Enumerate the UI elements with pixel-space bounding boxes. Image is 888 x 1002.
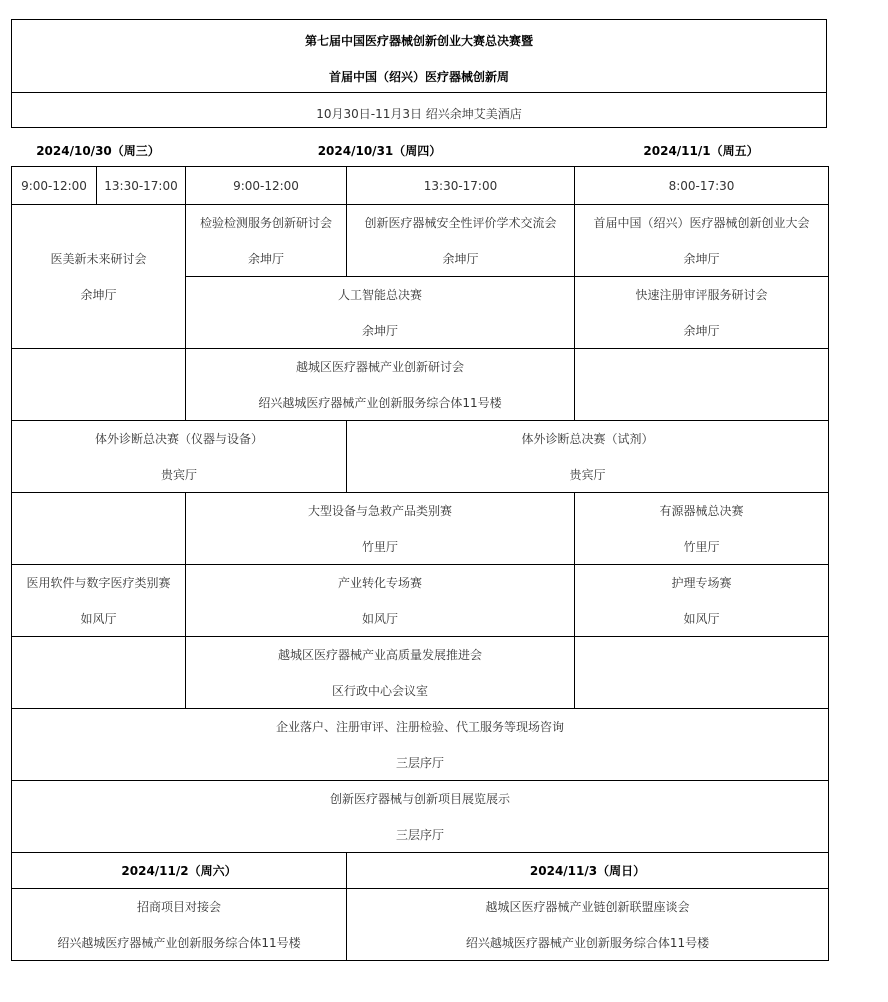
event-venue: 区行政中心会议室 [331, 683, 428, 698]
schedule-header [11, 19, 827, 128]
event-name: 人工智能总决赛 [337, 287, 422, 302]
event-cell [347, 421, 829, 493]
event-row [12, 637, 829, 709]
event-venue: 如风厅 [80, 611, 117, 626]
schedule-table [11, 166, 829, 961]
day-header-1101: 2024/11/1（周五） [643, 144, 759, 158]
event-cell [12, 781, 829, 853]
event-name: 产业转化专场赛 [337, 575, 422, 590]
header-divider [12, 92, 826, 93]
event-name: 越城区医疗器械产业链创新联盟座谈会 [485, 899, 690, 914]
event-cell [12, 205, 186, 349]
event-venue: 余坤厅 [80, 287, 117, 302]
event-name: 大型设备与急救产品类别赛 [307, 503, 452, 518]
event-name: 首届中国（绍兴）医疗器械创新创业大会 [593, 215, 810, 230]
event-name: 护理专场赛 [671, 575, 732, 590]
event-cell [12, 421, 347, 493]
event-name: 检验检测服务创新研讨会 [199, 215, 332, 230]
day-header-1030: 2024/10/30（周三） [36, 144, 160, 158]
event-name: 越城区医疗器械产业创新研讨会 [295, 359, 464, 374]
event-cell [575, 277, 829, 349]
time-cell: 9:00-12:00 [12, 167, 97, 205]
day-header-1102: 2024/11/2（周六） [12, 853, 347, 889]
event-cell [575, 205, 829, 277]
event-name: 企业落户、注册审评、注册检验、代工服务等现场咨询 [275, 719, 564, 734]
event-venue: 竹里厅 [361, 539, 398, 554]
day-header-row [12, 853, 829, 889]
event-venue: 如风厅 [683, 611, 720, 626]
event-venue: 三层序厅 [395, 827, 444, 842]
event-name: 体外诊断总决赛（仪器与设备） [94, 431, 263, 446]
time-cell: 13:30-17:00 [97, 167, 186, 205]
event-cell [12, 565, 186, 637]
empty-cell [575, 637, 829, 709]
event-cell [575, 493, 829, 565]
event-row [12, 349, 829, 421]
event-row [12, 493, 829, 565]
event-venue: 竹里厅 [683, 539, 720, 554]
event-row [12, 205, 829, 277]
title-line-1: 第七届中国医疗器械创新创业大赛总决赛暨 [304, 34, 533, 48]
time-cell: 9:00-12:00 [186, 167, 347, 205]
event-venue: 贵宾厅 [569, 467, 606, 482]
event-cell [347, 205, 575, 277]
event-name: 医用软件与数字医疗类别赛 [26, 575, 171, 590]
event-venue: 余坤厅 [442, 251, 479, 266]
time-row [12, 167, 829, 205]
event-name: 创新医疗器械安全性评价学术交流会 [364, 215, 557, 230]
event-name: 快速注册审评服务研讨会 [635, 287, 768, 302]
time-cell: 8:00-17:30 [575, 167, 829, 205]
empty-cell [12, 637, 186, 709]
time-cell: 13:30-17:00 [347, 167, 575, 205]
event-venue: 余坤厅 [683, 251, 720, 266]
event-venue: 余坤厅 [683, 323, 720, 338]
event-cell [186, 205, 347, 277]
event-name: 创新医疗器械与创新项目展览展示 [329, 791, 510, 806]
event-name: 有源器械总决赛 [659, 503, 744, 518]
event-cell [186, 493, 575, 565]
event-venue: 余坤厅 [361, 323, 398, 338]
event-cell [575, 565, 829, 637]
day-header-1103: 2024/11/3（周日） [347, 853, 829, 889]
empty-cell [12, 493, 186, 565]
day-header-1031: 2024/10/31（周四） [317, 144, 442, 158]
event-name: 招商项目对接会 [136, 899, 221, 914]
event-row [12, 709, 829, 781]
event-venue: 绍兴越城医疗器械产业创新服务综合体11号楼 [57, 935, 301, 950]
event-cell [12, 889, 347, 961]
event-venue: 余坤厅 [247, 251, 284, 266]
event-name: 越城区医疗器械产业高质量发展推进会 [277, 647, 482, 662]
event-cell [186, 637, 575, 709]
event-row [12, 421, 829, 493]
event-venue: 绍兴越城医疗器械产业创新服务综合体11号楼 [258, 395, 502, 410]
empty-cell [12, 349, 186, 421]
event-cell [12, 709, 829, 781]
event-cell [186, 565, 575, 637]
event-venue: 三层序厅 [395, 755, 444, 770]
event-name: 医美新未来研讨会 [50, 251, 147, 266]
event-row [12, 565, 829, 637]
event-venue: 绍兴越城医疗器械产业创新服务综合体11号楼 [465, 935, 710, 950]
date-venue-subtitle: 10月30日-11月3日 绍兴余坤艾美酒店 [316, 107, 522, 121]
event-cell [347, 889, 829, 961]
empty-cell [575, 349, 829, 421]
event-cell [186, 349, 575, 421]
title-line-2: 首届中国（绍兴）医疗器械创新周 [328, 70, 509, 84]
event-row [12, 889, 829, 961]
event-name: 体外诊断总决赛（试剂） [521, 431, 654, 446]
event-venue: 如风厅 [361, 611, 398, 626]
event-venue: 贵宾厅 [160, 467, 197, 482]
event-row [12, 781, 829, 853]
event-cell [186, 277, 575, 349]
